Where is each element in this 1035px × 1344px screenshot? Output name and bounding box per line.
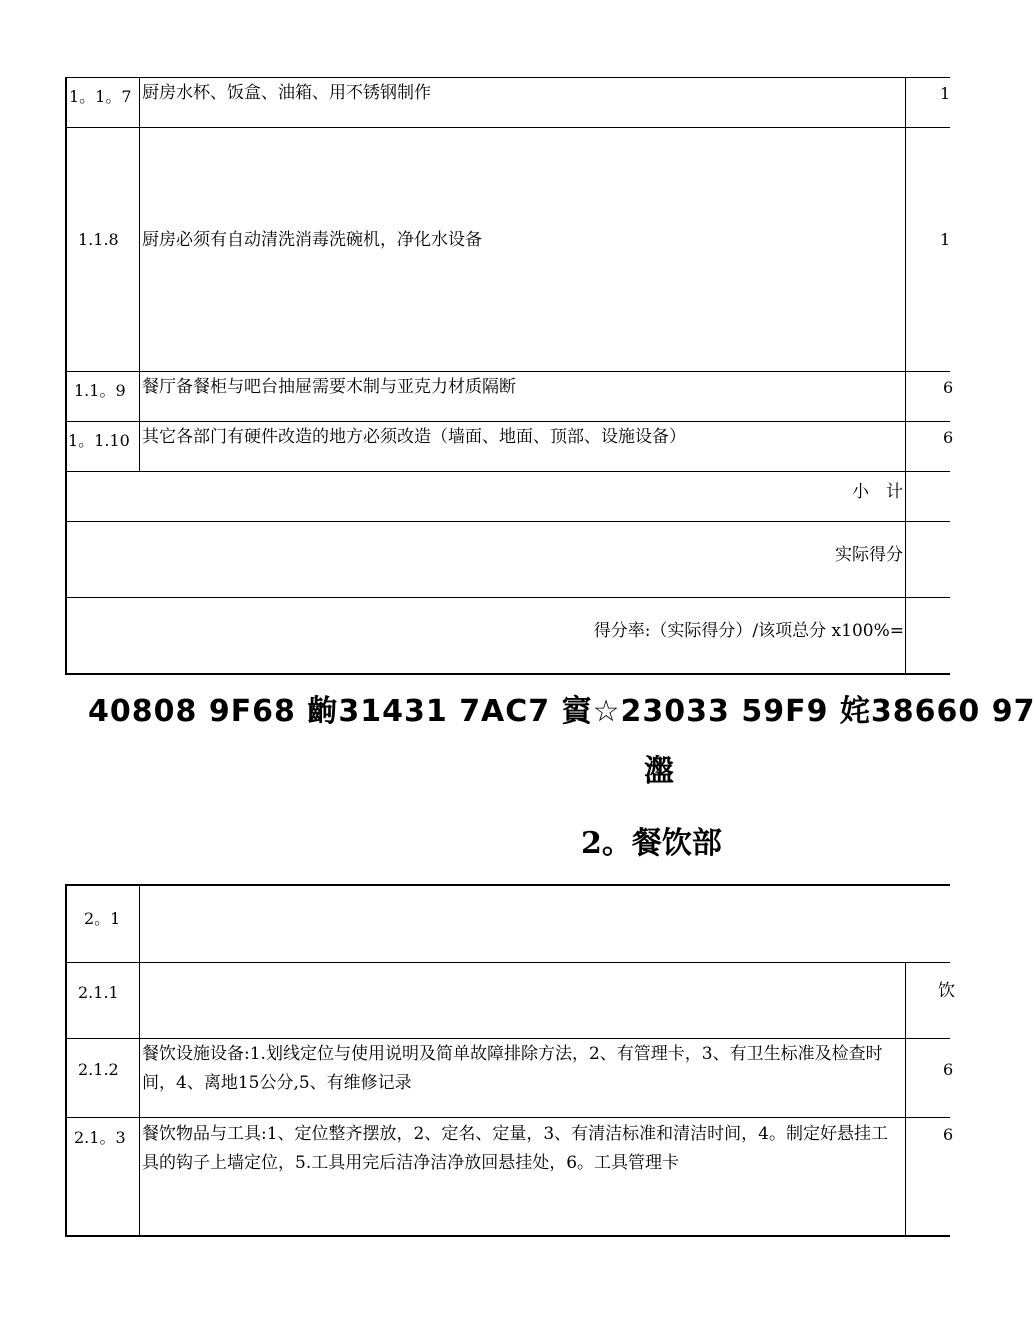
table-row-text: 其它各部门有硬件改造的地方必须改造（墙面、地面、顶部、设施设备） <box>142 427 686 447</box>
garbled-code-char: 瀊 <box>644 754 675 789</box>
table-row-text: 厨房必须有自动清洗消毒洗碗机，净化水设备 <box>142 230 482 250</box>
table-row-score: 6 <box>943 1125 954 1144</box>
garbled-code-line: 40808 9F68 齣31431 7AC7 賨☆23033 59F9 姹38660 97 <box>88 694 1035 729</box>
table-row-text: 餐饮物品与工具:1、定位整齐摆放，2、定名、定量，3、有清洁标准和清洁时间，4。制定好悬挂工具的钩子上墙定位，5.工具用完后洁净洁净放回悬挂处，6。工具管理卡 <box>142 1124 888 1173</box>
section-title: 2。餐饮部 <box>581 826 722 861</box>
table-row-code: 2.1.1 <box>78 983 119 1002</box>
score-rate-label: 得分率:（实际得分）/该项总分 x100%= <box>593 621 904 641</box>
table-row-code: 2.1。3 <box>74 1128 126 1147</box>
table-row-score: 6 <box>943 428 954 447</box>
table-row-code: 1。1.10 <box>68 431 130 450</box>
table-row-score: 1 <box>940 84 951 103</box>
table-row-text: 厨房水杯、饭盒、油箱、用不锈钢制作 <box>142 83 431 103</box>
table-row-score: 1 <box>940 230 951 249</box>
table-row-text: 餐厅备餐柜与吧台抽屉需要木制与亚克力材质隔断 <box>142 377 516 397</box>
actual-score-label: 实际得分 <box>835 545 903 565</box>
table-row-code: 2.1.2 <box>78 1060 119 1079</box>
table-row-code: 1。1。7 <box>69 87 132 106</box>
table-row-code: 1.1。9 <box>74 381 126 400</box>
table-row-score: 6 <box>943 1060 954 1079</box>
table-row-code: 2。1 <box>84 909 121 928</box>
table-row-text: 餐饮设施设备:1.划线定位与使用说明及简单故障排除方法，2、有管理卡，3、有卫生标准及检查时间，4、离地15公分,5、有维修记录 <box>142 1044 883 1093</box>
table-row-score: 饮 <box>938 981 955 1001</box>
table-row-score: 6 <box>943 378 954 397</box>
table-row-code: 1.1.8 <box>78 230 119 249</box>
subtotal-label: 小 计 <box>852 482 903 502</box>
